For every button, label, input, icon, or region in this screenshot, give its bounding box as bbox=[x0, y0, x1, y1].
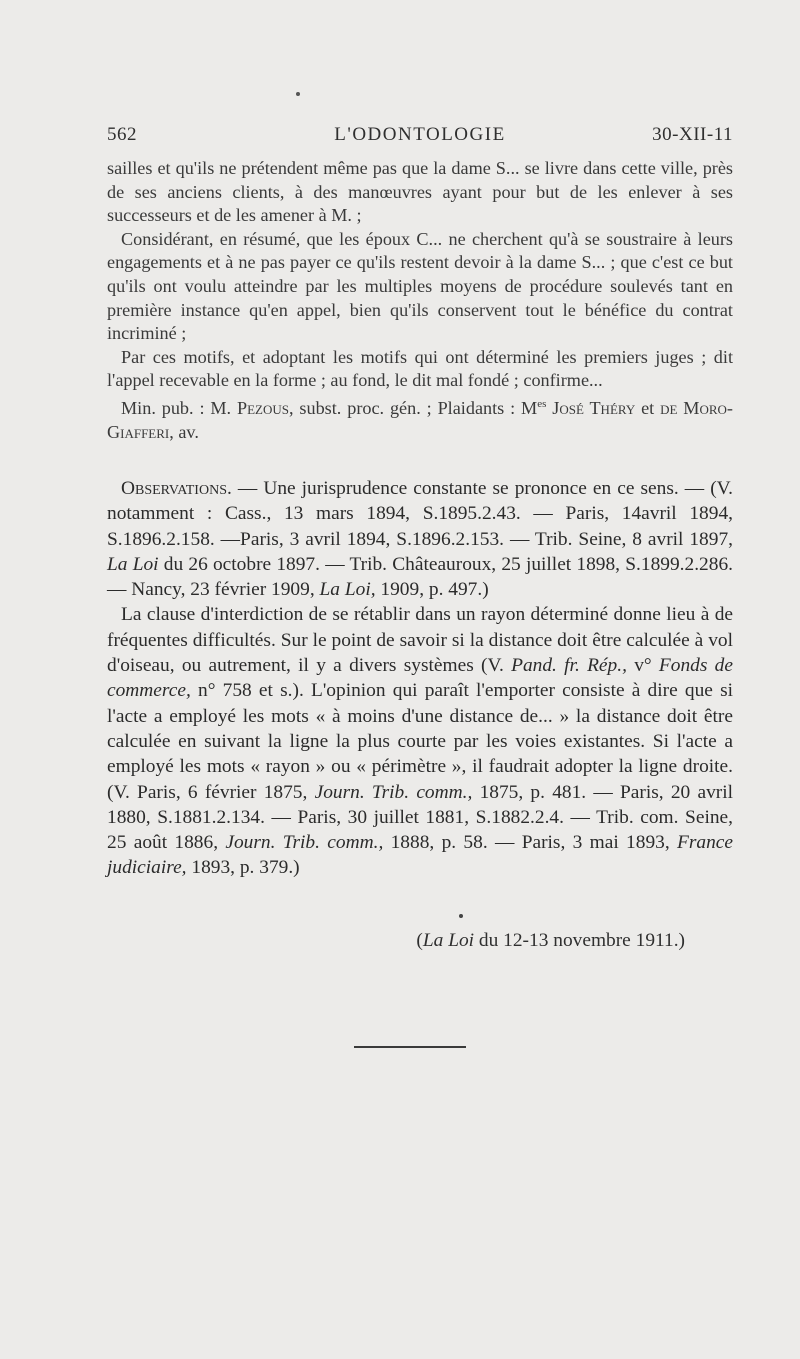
ink-bullet bbox=[459, 914, 463, 918]
observations-paragraph-2: La clause d'interdiction de se rétablir dans un rayon déterminé donne lieu à de fréquentes difficultés. Sur le point de savoir si la distance doit être calculée à vol d'oiseau, ou autrement, il y a divers systèmes (V. Pand. fr. Rép., v° Fonds de commerce, n° 758 et s.). L'opinion qui paraît l'emporter consiste à dire que si l'acte a employé les mots « à moins d'une distance de... » la distance doit être calculée en suivant la ligne la plus courte par les voies existantes. Si l'acte a employé les mots « rayon » ou « périmètre », il faudrait adopter la ligne droite. (V. Paris, 6 février 1875, Journ. Trib. comm., 1875, p. 481. — Paris, 20 avril 1880, S.1881.2.134. — Paris, 30 juillet 1881, S.1882.2.4. — Trib. com. Seine, 25 août 1886, Journ. Trib. comm., 1888, p. 58. — Paris, 3 mai 1893, France judiciaire, 1893, p. 379.) bbox=[107, 604, 734, 879]
ink-dot bbox=[296, 92, 300, 96]
observations-label: Observations. bbox=[121, 478, 232, 499]
judgment-text bbox=[107, 157, 733, 444]
observations-section bbox=[107, 476, 733, 881]
observations-paragraph-1: Observations. — Une jurisprudence constante se prononce en ce sens. — (V. notamment : Cass., 13 mars 1894, S.1895.2.43. — Paris, 14avril 1894, S.1896.2.158. —Paris, 3 avril 1894, S.1896.2.153. — Trib. Seine, 8 avril 1897, La Loi du 26 octobre 1897. — Trib. Châteauroux, 25 juillet 1898, S.1899.2.286. — Nancy, 23 février 1909, La Loi, 1909, p. 497.) bbox=[107, 478, 733, 601]
end-rule bbox=[354, 1046, 466, 1048]
journal-title: L'ODONTOLOGIE bbox=[334, 124, 506, 145]
counsel-name-2: de Moro-Giafferi bbox=[107, 398, 733, 442]
page-number: 562 bbox=[107, 124, 137, 145]
paragraph-motifs: Par ces motifs, et adoptant les motifs qui ont déterminé les premiers juges ; dit l'appel recevable en la forme ; au fond, le dit mal fondé ; confirme... bbox=[107, 346, 733, 391]
issue-number: 30-XII-11 bbox=[652, 124, 733, 145]
paragraph-considerant: Considérant, en résumé, que les époux C... ne cherchent qu'à se soustraire à leurs engagements et à ne pas payer ce qu'ils restent devoir à la dame S... ; que c'est ce but qu'ils ont voulu atteindre par les multiples moyens de procédure soulevés tant en première instance qu'en appel, bien qu'ils conservent tout le bénéfice du contrat incriminé ; bbox=[107, 228, 733, 344]
paragraph-continuation: sailles et qu'ils ne prétendent même pas que la dame S... se livre dans cette ville, près de ses anciens clients, à des manœuvres ayant pour but de les enlever à ses successeurs et de les amener à M. ; bbox=[107, 158, 733, 226]
source-citation: (La Loi du 12-13 novembre 1911.) bbox=[416, 930, 685, 951]
running-header bbox=[107, 124, 733, 154]
counsel-name-1: José Théry bbox=[546, 398, 636, 418]
paragraph-parties: Min. pub. : M. Pezous, subst. proc. gén. ; Plaidants : $M^{es}$ José Théry et de Moro-Giafferi, av. bbox=[107, 397, 733, 442]
prosecutor-name: Pezous bbox=[236, 398, 289, 418]
